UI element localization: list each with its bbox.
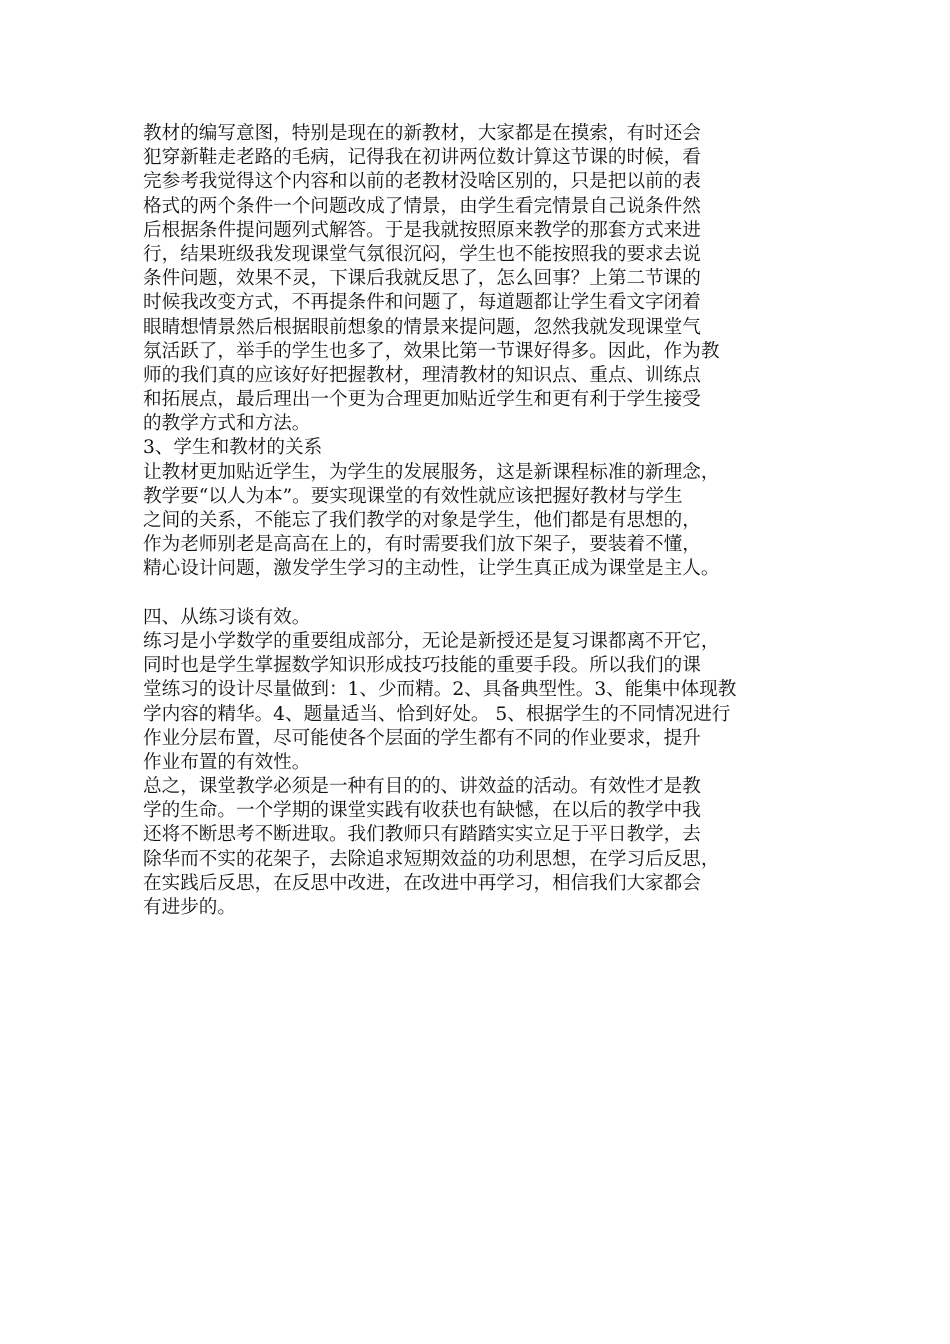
text-line: 还将不断思考不断进取。我们教师只有踏踏实实立足于平日教学，去 xyxy=(143,824,701,846)
text-line: 堂练习的设计尽量做到：1、少而精。2、具备典型性。3、能集中体现教 xyxy=(143,679,737,701)
section-heading-3: 3、学生和教材的关系 xyxy=(143,437,323,459)
text-line: 作业分层布置，尽可能使各个层面的学生都有不同的作业要求，提升 xyxy=(143,727,701,749)
text-line: 练习是小学数学的重要组成部分，无论是新授还是复习课都离不开它， xyxy=(143,630,720,652)
text-line: 犯穿新鞋走老路的毛病，记得我在初讲两位数计算这节课的时候，看 xyxy=(143,147,701,169)
text-line: 学内容的精华。4、题量适当、恰到好处。 5、根据学生的不同情况进行 xyxy=(143,703,731,725)
document-body xyxy=(143,122,823,920)
text-line: 师的我们真的应该好好把握教材，理清教材的知识点、重点、训练点 xyxy=(143,364,701,386)
blank-line xyxy=(143,582,823,606)
text-line: 行，结果班级我发现课堂气氛很沉闷，学生也不能按照我的要求去说 xyxy=(143,243,701,265)
text-line: 格式的两个条件一个问题改成了情景，由学生看完情景自己说条件然 xyxy=(143,195,701,217)
text-line: 除华而不实的花架子，去除追求短期效益的功利思想，在学习后反思， xyxy=(143,848,720,870)
text-line: 学的生命。一个学期的课堂实践有收获也有缺憾，在以后的教学中我 xyxy=(143,800,701,822)
text-line: 有进步的。 xyxy=(143,897,236,918)
text-line: 作业布置的有效性。 xyxy=(143,751,311,773)
text-line: 后根据条件提问题列式解答。于是我就按照原来教学的那套方式来进 xyxy=(143,219,701,241)
text-line: 总之，课堂教学必须是一种有目的的、讲效益的活动。有效性才是教 xyxy=(143,776,701,798)
section-heading-4: 四、从练习谈有效。 xyxy=(143,606,311,628)
text-line: 时候我改变方式，不再提条件和问题了，每道题都让学生看文字闭着 xyxy=(143,292,701,314)
text-line: 教材的编写意图，特别是现在的新教材，大家都是在摸索，有时还会 xyxy=(143,123,701,144)
text-line: 同时也是学生掌握数学知识形成技巧技能的重要手段。所以我们的课 xyxy=(143,655,701,677)
text-line: 和拓展点，最后理出一个更为合理更加贴近学生和更有利于学生接受 xyxy=(143,389,701,411)
text-line: 条件问题，效果不灵，下课后我就反思了，怎么回事？上第二节课的 xyxy=(143,268,701,290)
text-line: 的教学方式和方法。 xyxy=(143,413,311,435)
paragraph-teaching-materials xyxy=(143,122,823,436)
text-line: 眼睛想情景然后根据眼前想象的情景来提问题，忽然我就发现课堂气 xyxy=(143,316,701,338)
text-line: 让教材更加贴近学生，为学生的发展服务，这是新课程标准的新理念， xyxy=(143,461,720,483)
text-line: 完参考我觉得这个内容和以前的老教材没啥区别的，只是把以前的表 xyxy=(143,171,701,193)
text-line: 作为老师别老是高高在上的，有时需要我们放下架子，要装着不懂， xyxy=(143,534,701,556)
text-line: 在实践后反思，在反思中改进，在改进中再学习，相信我们大家都会 xyxy=(143,872,701,894)
paragraph-students-materials xyxy=(143,461,823,582)
text-line: 教学要“以人为本”。要实现课堂的有效性就应该把握好教材与学生 xyxy=(143,485,683,507)
paragraph-practice xyxy=(143,630,823,775)
text-line: 精心设计问题，激发学生学习的主动性，让学生真正成为课堂是主人。 xyxy=(143,558,720,580)
text-line: 氛活跃了，举手的学生也多了，效果比第一节课好得多。因此，作为教 xyxy=(143,340,720,362)
paragraph-conclusion xyxy=(143,775,823,920)
text-line: 之间的关系，不能忘了我们教学的对象是学生，他们都是有思想的， xyxy=(143,510,701,531)
